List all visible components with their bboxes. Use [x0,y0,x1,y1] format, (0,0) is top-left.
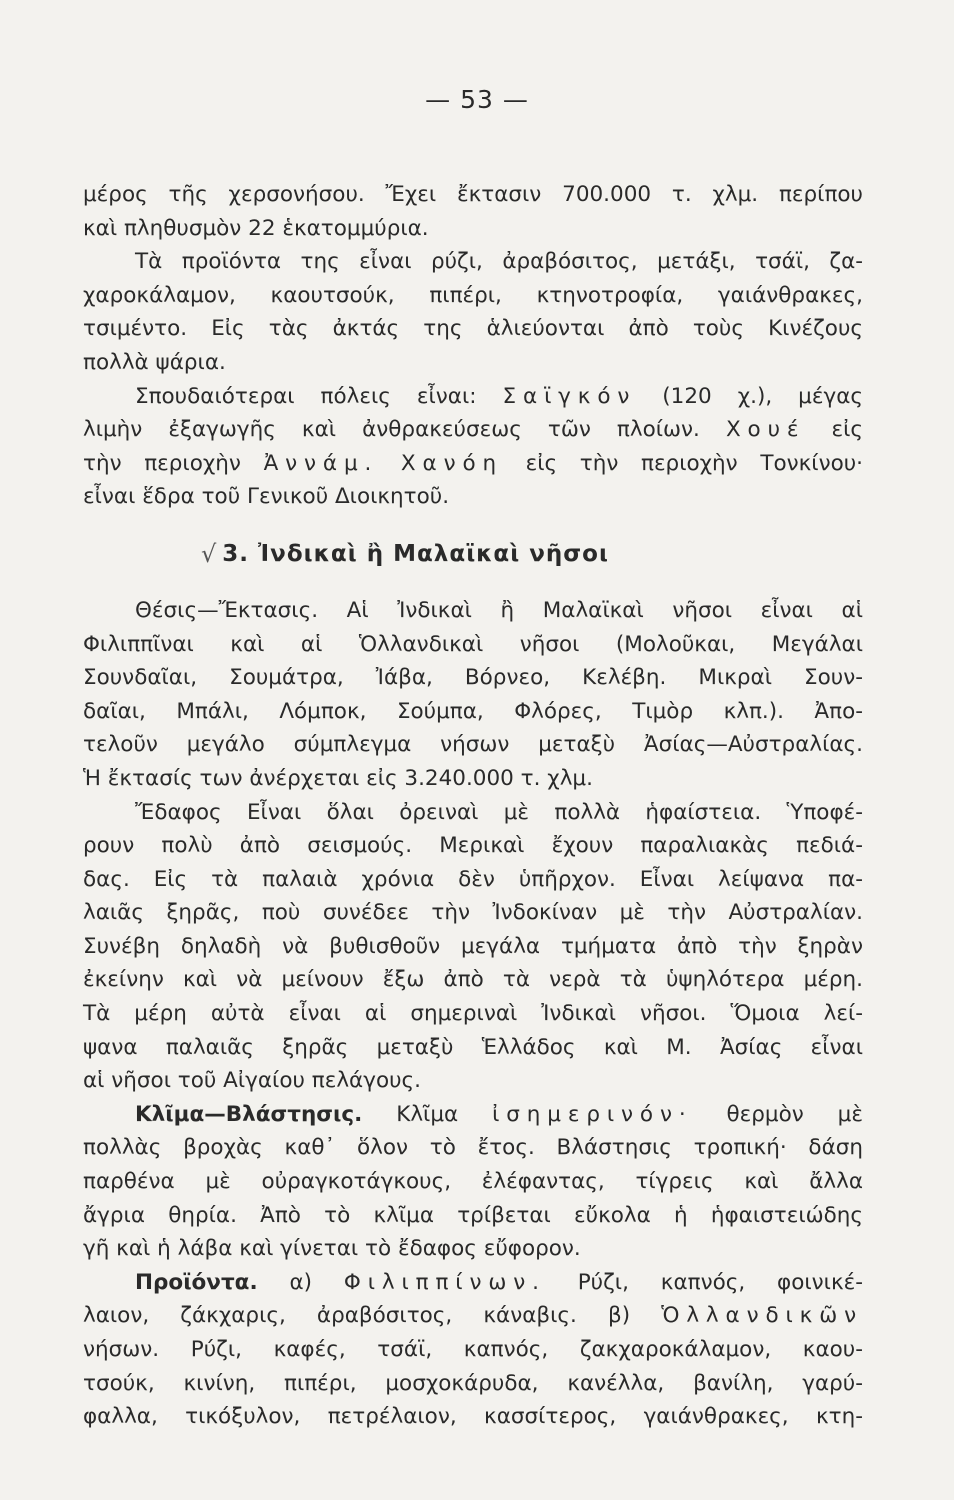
text-line [83,1266,863,1300]
harbor-text: λιμὴν ἐξαγωγῆς καὶ ἀνθρακεύσεως τῶν πλοίων. [83,417,700,443]
body-text [83,178,863,1434]
region-annam: Ἀννάμ. [263,450,379,476]
text-line [83,380,863,414]
city-hue: Χουέ [725,417,806,443]
soil-label: Ἔδαφος [135,799,222,825]
text-line: φαλλα, τικόξυλον, πετρέλαιον, κασσίτερος, γαιάνθρακες, κτη- [83,1404,863,1430]
text-line: ἄγρια θηρία. Ἀπὸ τὸ κλῖμα τρίβεται εὔκολα ἡ ἡφαιστειώδης [83,1202,863,1228]
text-line: λαιᾶς ξηρᾶς, ποὺ συνέδεε τὴν Ἰνδοκίναν μὲ τὴν Αὐστραλίαν. [83,900,863,926]
text-line: χαροκάλαμον, καουτσούκ, πιπέρι, κτηνοτροφία, γαιάνθρακες, [83,282,863,308]
products-philippines: Φιλιππίνων. [343,1269,546,1295]
climate-post: θερμὸν μὲ [726,1101,863,1127]
section-heading: 3. Ἰνδικαὶ ἢ Μαλαϊκαὶ νῆσοι [222,540,609,567]
climate-pre: Κλῖμα [396,1101,459,1127]
text-line: τσιμέντο. Εἰς τὰς ἀκτάς της ἁλιεύονται ἀπὸ τοὺς Κινέζους [83,316,863,342]
text-line: δας. Εἰς τὰ παλαιὰ χρόνια δὲν ὑπῆρχον. Εἶναι λείψανα πα- [83,866,863,892]
position-label: Θέσις—Ἔκτασις. [135,597,319,623]
soil-text: Εἶναι ὅλαι ὀρειναὶ μὲ πολλὰ ἡφαίστεια. Ὑποφέ- [246,799,864,825]
position-text: Αἱ Ἰνδικαὶ ἢ Μαλαϊκαὶ νῆσοι εἶναι αἱ [346,597,863,623]
products-dutch: Ὁλλανδικῶν [661,1303,863,1329]
hue-suffix: εἰς [831,417,863,443]
text-line: τελοῦν μεγάλο σύμπλεγμα νήσων μεταξὺ Ἀσίας—Αὐστραλίας. [83,732,863,758]
text-line: πολλὰς βροχὰς καθ᾽ ὅλον τὸ ἔτος. Βλάστησις τροπική· δάση [83,1135,863,1161]
products-item-a: α) [289,1269,313,1295]
climate-equatorial: ἰσημερινόν· [492,1101,693,1127]
text-line: καὶ πληθυσμὸν 22 ἑκατομμύρια. [83,215,429,241]
text-line: Φιλιππῖναι καὶ αἱ Ὁλλανδικαὶ νῆσοι (Μολοῦκαι, Μεγάλαι [83,631,863,657]
text-line [83,594,863,628]
text-line: αἱ νῆσοι τοῦ Αἰγαίου πελάγους. [83,1068,421,1094]
text-line: τσούκ, κινίνη, πιπέρι, μοσχοκάρυδα, κανέλλα, βανίλη, γαρύ- [83,1370,863,1396]
city-hanoi: Χανόη [400,450,503,476]
text-line: παρθένα μὲ οὐραγκοτάγκους, ἐλέφαντας, τίγρεις καὶ ἄλλα [83,1169,863,1195]
text-line: Τὰ μέρη αὐτὰ εἶναι αἱ σημεριναὶ Ἰνδικαὶ νῆσοι. Ὅμοια λεί- [83,1001,863,1027]
text-line [83,796,863,830]
check-mark: √ [201,539,217,568]
text-line: εἶναι ἕδρα τοῦ Γενικοῦ Διοικητοῦ. [83,484,450,510]
region-prefix: τὴν περιοχὴν [83,450,241,476]
text-line: δαῖαι, Μπάλι, Λόμποκ, Σούμπα, Φλόρες, Τιμὸρ κλπ.). Ἀπο- [83,698,863,724]
text-line: μέρος τῆς χερσονήσου. Ἔχει ἔκτασιν 700.000 τ. χλμ. περίπου [83,182,863,207]
products-philippines-list: Ρύζι, καπνός, φοινικέ- [577,1269,863,1295]
saigon-note: (120 χ.), μέγας [662,383,863,409]
text-line: ψανα παλαιᾶς ξηρᾶς μεταξὺ Ἑλλάδος καὶ Μ. Ἀσίας εἶναι [83,1034,863,1060]
page-number: — 53 — [425,85,529,114]
city-saigon: Σαϊγκόν [502,383,637,409]
text-line: γῆ καὶ ἡ λάβα καὶ γίνεται τὸ ἔδαφος εὔφορον. [83,1236,581,1262]
text-line [83,1098,863,1132]
text-line [83,1299,863,1333]
text-line [83,413,863,447]
region-tonkin: εἰς τὴν περιοχὴν Τονκίνου· [525,450,864,476]
text-line: ρουν πολὺ ἀπὸ σεισμούς. Μερικαὶ ἔχουν παραλιακὰς πεδιά- [83,833,863,859]
products-label: Προϊόντα. [135,1269,258,1295]
text-line: Τὰ προϊόντα της εἶναι ρύζι, ἀραβόσιτος, μετάξι, τσάϊ, ζα- [135,249,863,275]
products-line2: λαιον, ζάκχαρις, ἀραβόσιτος, κάναβις. β) [83,1303,631,1329]
text-line: νήσων. Ρύζι, καφές, τσάϊ, καπνός, ζακχαροκάλαμον, καου- [83,1337,863,1362]
text-line: Ἡ ἔκτασίς των ἀνέρχεται εἰς 3.240.000 τ. χλμ. [83,765,593,791]
text-line: πολλὰ ψάρια. [83,349,226,375]
text-line: ἐκείνην καὶ νὰ μείνουν ἔξω ἀπὸ τὰ νερὰ τὰ ὑψηλότερα μέρη. [83,967,863,993]
text-line: Σουνδαῖαι, Σουμάτρα, Ἰάβα, Βόρνεο, Κελέβη. Μικραὶ Σουν- [83,665,863,691]
text-line [83,447,863,481]
section-heading-block [83,514,863,594]
cities-intro: Σπουδαιότεραι πόλεις εἶναι: [135,383,477,409]
climate-label: Κλῖμα—Βλάστησις. [135,1101,363,1127]
text-line: Συνέβη δηλαδὴ νὰ βυθισθοῦν μεγάλα τμήματα ἀπὸ τὴν ξηρὰν [83,933,863,959]
